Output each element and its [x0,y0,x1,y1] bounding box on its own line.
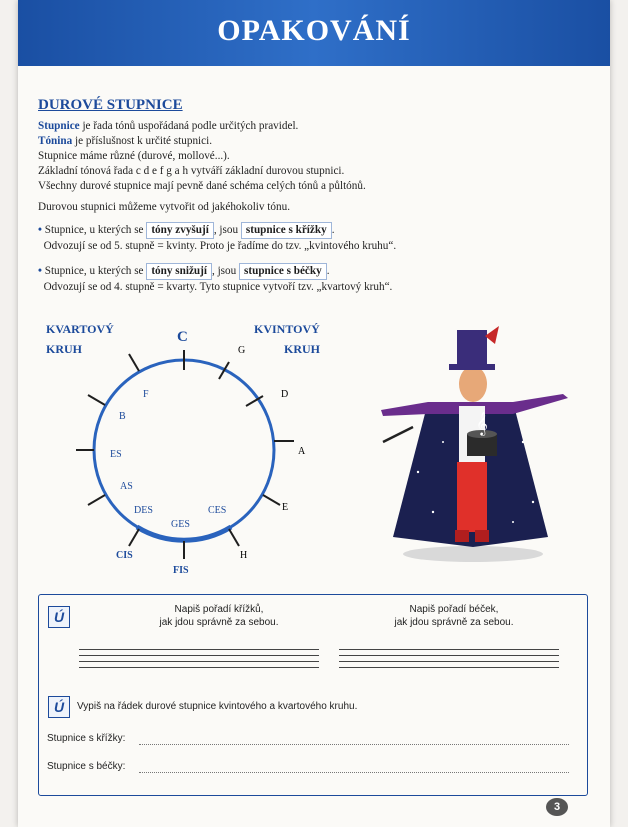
intro-line-2: Tónina je příslušnost k určité stupnici. [38,135,213,147]
row-label-flats: Stupnice s béčky: [47,761,126,772]
note-ces: CES [208,505,227,516]
writing-line[interactable] [339,661,559,662]
exercise-box [38,594,588,796]
page [18,0,610,827]
note-as: AS [120,481,133,492]
note-des: DES [134,505,153,516]
task-flats: Napiš pořadí béček, jak jdou správně za sebou. [394,604,514,628]
writing-line[interactable] [339,667,559,668]
intro-line-4: Základní tónová řada c d e f g a h vytváří základní durovou stupnici. [38,165,345,177]
kvartovy-label-1: KVARTOVÝ [46,322,114,336]
writing-line[interactable] [79,649,319,650]
bullet-flats: • Stupnice, u kterých se tóny snižují , jsou stupnice s béčky . Odvozují se od 4. stupně = kvarty. Tyto stupnice vytvoří tzv. „kvartový kruh“. [38,265,393,293]
writing-line[interactable] [79,655,319,656]
page-number: 3 [546,798,568,816]
svg-text:𝄞: 𝄞 [476,411,488,435]
intro-line-1: Stupnice je řada tónů uspořádaná podle určitých pravidel. [38,120,299,132]
note-d: D [281,389,289,400]
highlight-box: tóny snižují [146,263,212,280]
kvintovy-label-1: KVINTOVÝ [254,322,320,336]
note-cis: CIS [116,550,133,561]
writing-line[interactable] [339,649,559,650]
bullet-sharps: • Stupnice, u kterých se tóny zvyšují , jsou stupnice s křížky . Odvozují se od 5. stupně = kvinty. Proto je řadíme do tzv. „kvintového kruhu“. [38,224,397,252]
kvintovy-label-2: KRUH [284,342,320,356]
section-title: DUROVÉ STUPNICE [38,97,183,113]
header-banner [18,0,610,66]
page-title: OPAKOVÁNÍ [217,14,411,47]
note-h: H [240,550,248,561]
intro-line-5: Všechny durové stupnice mají pevně dané schéma celých tónů a půltónů. [38,180,366,192]
circle-of-fifths [36,315,366,585]
row-label-sharps: Stupnice s křížky: [47,733,126,744]
highlight-box: stupnice s béčky [239,263,327,280]
writing-line[interactable] [339,655,559,656]
highlight-box: tóny zvyšují [146,222,214,239]
task-sharps: Napiš pořadí křížků, jak jdou správně za sebou. [159,604,279,628]
exercise-icon: Ú [48,696,70,718]
writing-line[interactable] [79,667,319,668]
note-es: ES [110,449,122,460]
kvartovy-label-2: KRUH [46,342,82,356]
note-f: F [143,389,149,400]
answer-line-sharps[interactable] [139,744,569,745]
note-fis: FIS [173,565,189,576]
intro-line-6: Durovou stupnici můžeme vytvořit od jakéhokoliv tónu. [38,201,290,213]
note-e: E [282,502,289,513]
note-ges: GES [171,519,190,530]
task-write-scales: Vypiš na řádek durové stupnice kvintového a kvartového kruhu. [77,701,358,712]
magician-illustration [373,322,593,567]
writing-line[interactable] [79,661,319,662]
note-c: C [177,329,188,345]
answer-line-flats[interactable] [139,772,569,773]
note-a: A [298,446,306,457]
note-b: B [119,411,126,422]
intro-line-3: Stupnice máme různé (durové, mollové...). [38,150,230,162]
highlight-box: stupnice s křížky [241,222,332,239]
exercise-icon: Ú [48,606,70,628]
note-g: G [238,345,246,356]
